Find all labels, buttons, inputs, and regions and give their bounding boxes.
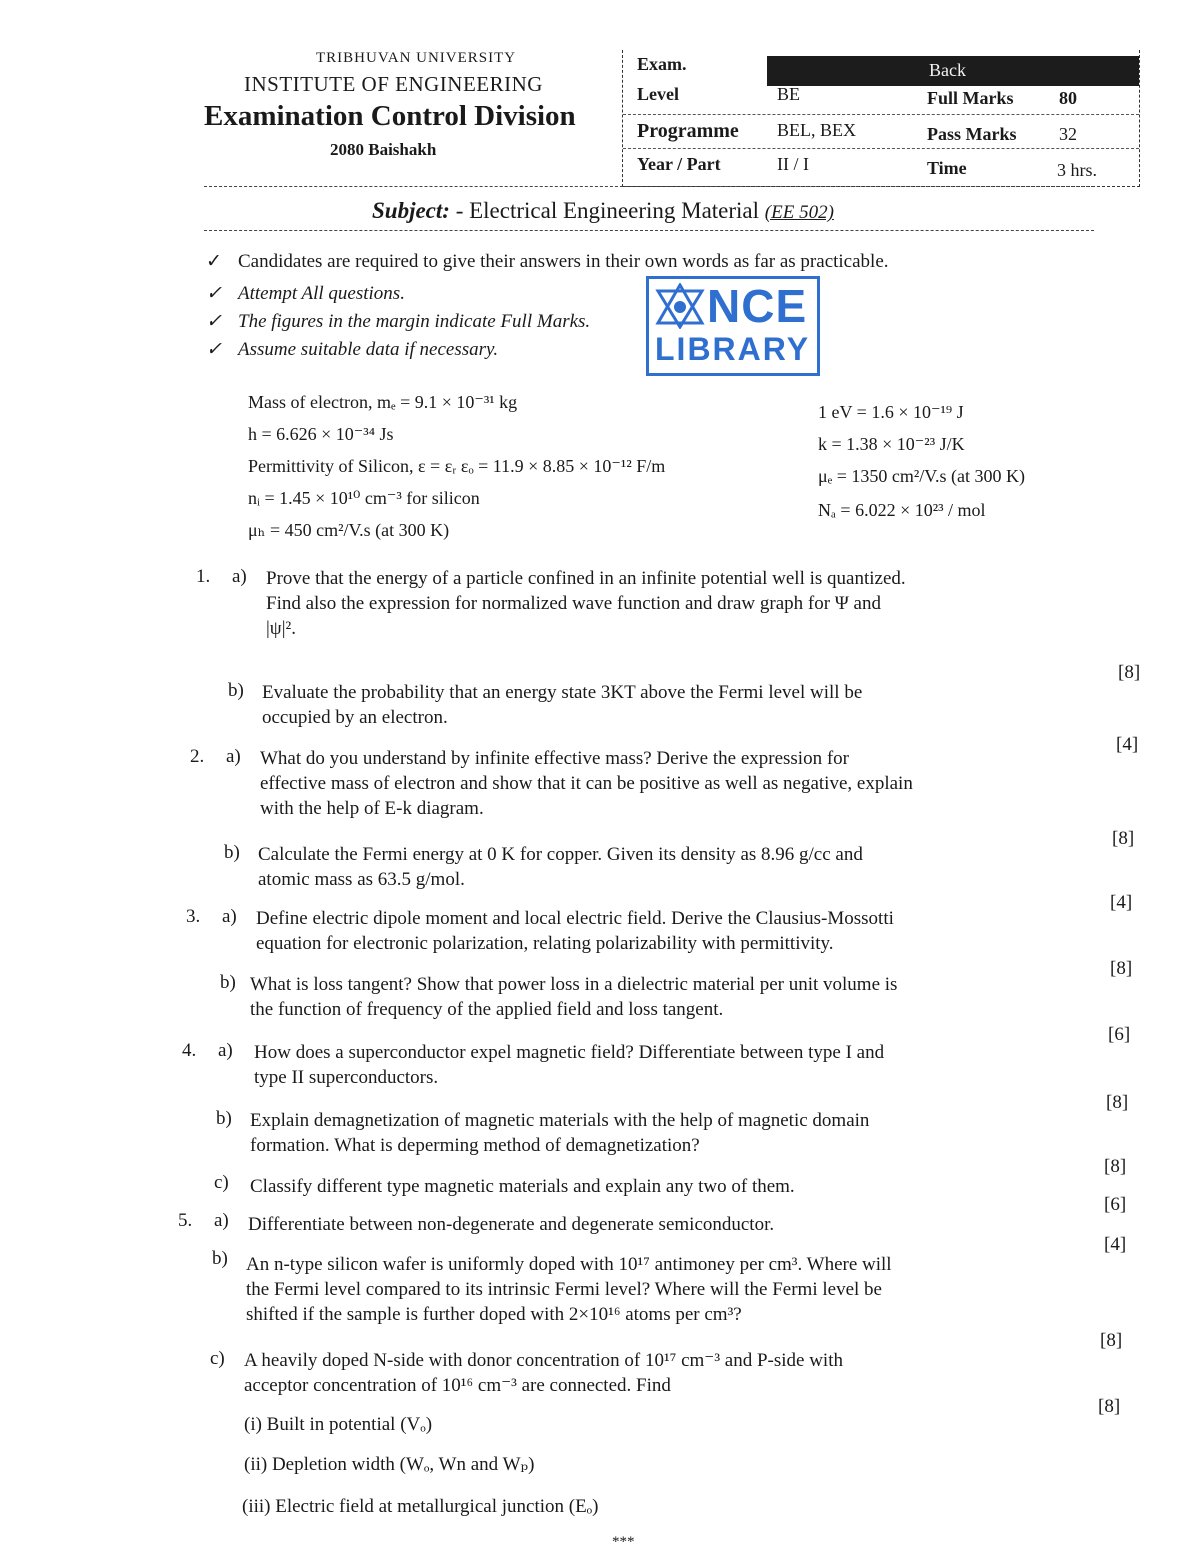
question-part: b): [228, 680, 244, 701]
question-2b-text: Calculate the Fermi energy at 0 K for copper. Given its density as 8.96 g/cc and atomic mass as 63.5 g/mol.: [258, 844, 863, 890]
instruction-3: ✓ The figures in the margin indicate Full Marks.: [206, 311, 591, 332]
question-5c-subpart-1: (i) Built in potential (Vₒ): [244, 1414, 433, 1435]
question-part: b): [212, 1248, 228, 1269]
stamp-nce-text: NCE: [707, 280, 808, 332]
question-4c-text: Classify different type magnetic materials and explain any two of them.: [250, 1176, 795, 1197]
subject-code: (EE 502): [764, 202, 834, 223]
question-4b-text: Explain demagnetization of magnetic materials with the help of magnetic domain formation. What is deperming method of demagnetization?: [250, 1110, 870, 1156]
programme-label: Programme: [637, 120, 739, 142]
question-number-2: 2.: [190, 746, 205, 767]
question-1a-marks: [8]: [1118, 662, 1141, 683]
question-5c-subpart-2: (ii) Depletion width (Wₒ, Wn and Wₚ): [244, 1454, 535, 1475]
university-name: TRIBHUVAN UNIVERSITY: [316, 50, 517, 66]
question-part: a): [218, 1040, 233, 1061]
question-part: a): [232, 566, 247, 587]
header-divider: [204, 186, 1094, 187]
question-part: b): [220, 972, 236, 993]
question-3b-text: What is loss tangent? Show that power loss in a dielectric material per unit volume is the function of frequency of the applied field and loss tangent.: [250, 974, 898, 1020]
constant-left-4: nᵢ = 1.45 × 10¹⁰ cm⁻³ for silicon: [248, 488, 480, 508]
question-4c-marks: [6]: [1104, 1194, 1127, 1215]
constant-left-1: Mass of electron, mₑ = 9.1 × 10⁻³¹ kg: [248, 392, 518, 412]
full-marks-value: 80: [1059, 88, 1077, 108]
full-marks-label: Full Marks: [927, 88, 1014, 108]
question-1a-text: Prove that the energy of a particle confined in an infinite potential well is quantized. Find also the expression for normalized wave function and draw graph for Ψ and |ψ|².: [266, 568, 906, 639]
check-icon: ✓: [206, 339, 222, 360]
exam-type-value: Back: [929, 60, 966, 80]
pass-marks-label: Pass Marks: [927, 124, 1017, 144]
stamp-library-text: LIBRARY: [655, 331, 811, 367]
exam-info-table: [622, 50, 1140, 187]
institute-name: INSTITUTE OF ENGINEERING: [244, 72, 543, 96]
level-value: BE: [777, 84, 801, 104]
question-part: b): [216, 1108, 232, 1129]
question-5c-subpart-3: (iii) Electric field at metallurgical junction (Eₒ): [242, 1496, 599, 1517]
instruction-1: ✓ Candidates are required to give their answers in their own words as far as practicable.: [206, 251, 889, 272]
question-3a-marks: [8]: [1110, 958, 1133, 979]
constant-left-5: μₕ = 450 cm²/V.s (at 300 K): [248, 520, 450, 540]
question-3b-marks: [6]: [1108, 1024, 1131, 1045]
constant-right-4: Nₐ = 6.022 × 10²³ / mol: [818, 500, 986, 520]
question-5c-marks: [8]: [1098, 1396, 1121, 1417]
time-value: 3 hrs.: [1057, 160, 1097, 180]
question-5a-text: Differentiate between non-degenerate and degenerate semiconductor.: [248, 1214, 775, 1235]
year-part-label: Year / Part: [637, 154, 721, 174]
library-stamp: [646, 276, 820, 376]
question-part: c): [210, 1348, 225, 1369]
question-5a-marks: [4]: [1104, 1234, 1127, 1255]
question-number-4: 4.: [182, 1040, 197, 1061]
check-icon: ✓: [206, 311, 222, 332]
constant-left-3: Permittivity of Silicon, ε = εᵣ εₒ = 11.9 × 8.85 × 10⁻¹² F/m: [248, 456, 666, 476]
constant-right-2: k = 1.38 × 10⁻²³ J/K: [818, 434, 965, 454]
question-2a-marks: [8]: [1112, 828, 1135, 849]
question-number-3: 3.: [186, 906, 201, 927]
year-part-value: II / I: [777, 154, 809, 174]
subject-label: Subject:: [372, 198, 450, 223]
star-logo-icon: [655, 283, 705, 329]
question-4a-text: How does a superconductor expel magnetic field? Differentiate between type I and type II superconductors.: [254, 1042, 885, 1088]
end-of-paper-mark: ***: [612, 1534, 635, 1550]
question-part: b): [224, 842, 240, 863]
division-name: Examination Control Division: [204, 100, 576, 132]
question-1b-text: Evaluate the probability that an energy state 3KT above the Fermi level will be occupied by an electron.: [262, 682, 863, 728]
question-4b-marks: [8]: [1104, 1156, 1127, 1177]
question-3a-text: Define electric dipole moment and local electric field. Derive the Clausius-Mossotti equation for electronic polarization, relating polarizability with permittivity.: [256, 908, 894, 954]
question-2a-text: What do you understand by infinite effective mass? Derive the expression for effective mass of electron and show that it can be positive as well as negative, explain with the help of E-k diagram.: [260, 748, 913, 819]
question-1b-marks: [4]: [1116, 734, 1139, 755]
subject-line: [372, 198, 834, 224]
exam-label: Exam.: [637, 54, 687, 74]
question-number-1: 1.: [196, 566, 211, 587]
question-part: a): [214, 1210, 229, 1231]
programme-value: BEL, BEX: [777, 120, 856, 140]
question-5c-text: A heavily doped N-side with donor concentration of 10¹⁷ cm⁻³ and P-side with acceptor concentration of 10¹⁶ cm⁻³ are connected. Find: [244, 1350, 843, 1396]
pass-marks-value: 32: [1059, 124, 1077, 144]
instruction-2: ✓ Attempt All questions.: [206, 283, 405, 304]
subject-name: - Electrical Engineering Material: [455, 198, 760, 223]
time-label: Time: [927, 158, 967, 178]
constant-right-3: μₑ = 1350 cm²/V.s (at 300 K): [818, 466, 1025, 486]
question-part: a): [226, 746, 241, 767]
question-2b-marks: [4]: [1110, 892, 1133, 913]
question-part: a): [222, 906, 237, 927]
subject-divider: [204, 230, 1094, 231]
level-label: Level: [637, 84, 679, 104]
exam-session: 2080 Baishakh: [330, 140, 437, 159]
question-part: c): [214, 1172, 229, 1193]
check-icon: ✓: [206, 251, 222, 272]
question-5b-text: An n-type silicon wafer is uniformly doped with 10¹⁷ antimoney per cm³. Where will the Fermi level compared to its intrinsic Fermi level? Where will the Fermi level be shifted if the sample is further doped with 2×10¹⁶ atoms per cm³?: [246, 1254, 892, 1325]
question-5b-marks: [8]: [1100, 1330, 1123, 1351]
check-icon: ✓: [206, 283, 222, 304]
instruction-4: ✓ Assume suitable data if necessary.: [206, 339, 499, 360]
constant-right-1: 1 eV = 1.6 × 10⁻¹⁹ J: [818, 402, 964, 422]
question-number-5: 5.: [178, 1210, 193, 1231]
question-4a-marks: [8]: [1106, 1092, 1129, 1113]
constant-left-2: h = 6.626 × 10⁻³⁴ Js: [248, 424, 394, 444]
